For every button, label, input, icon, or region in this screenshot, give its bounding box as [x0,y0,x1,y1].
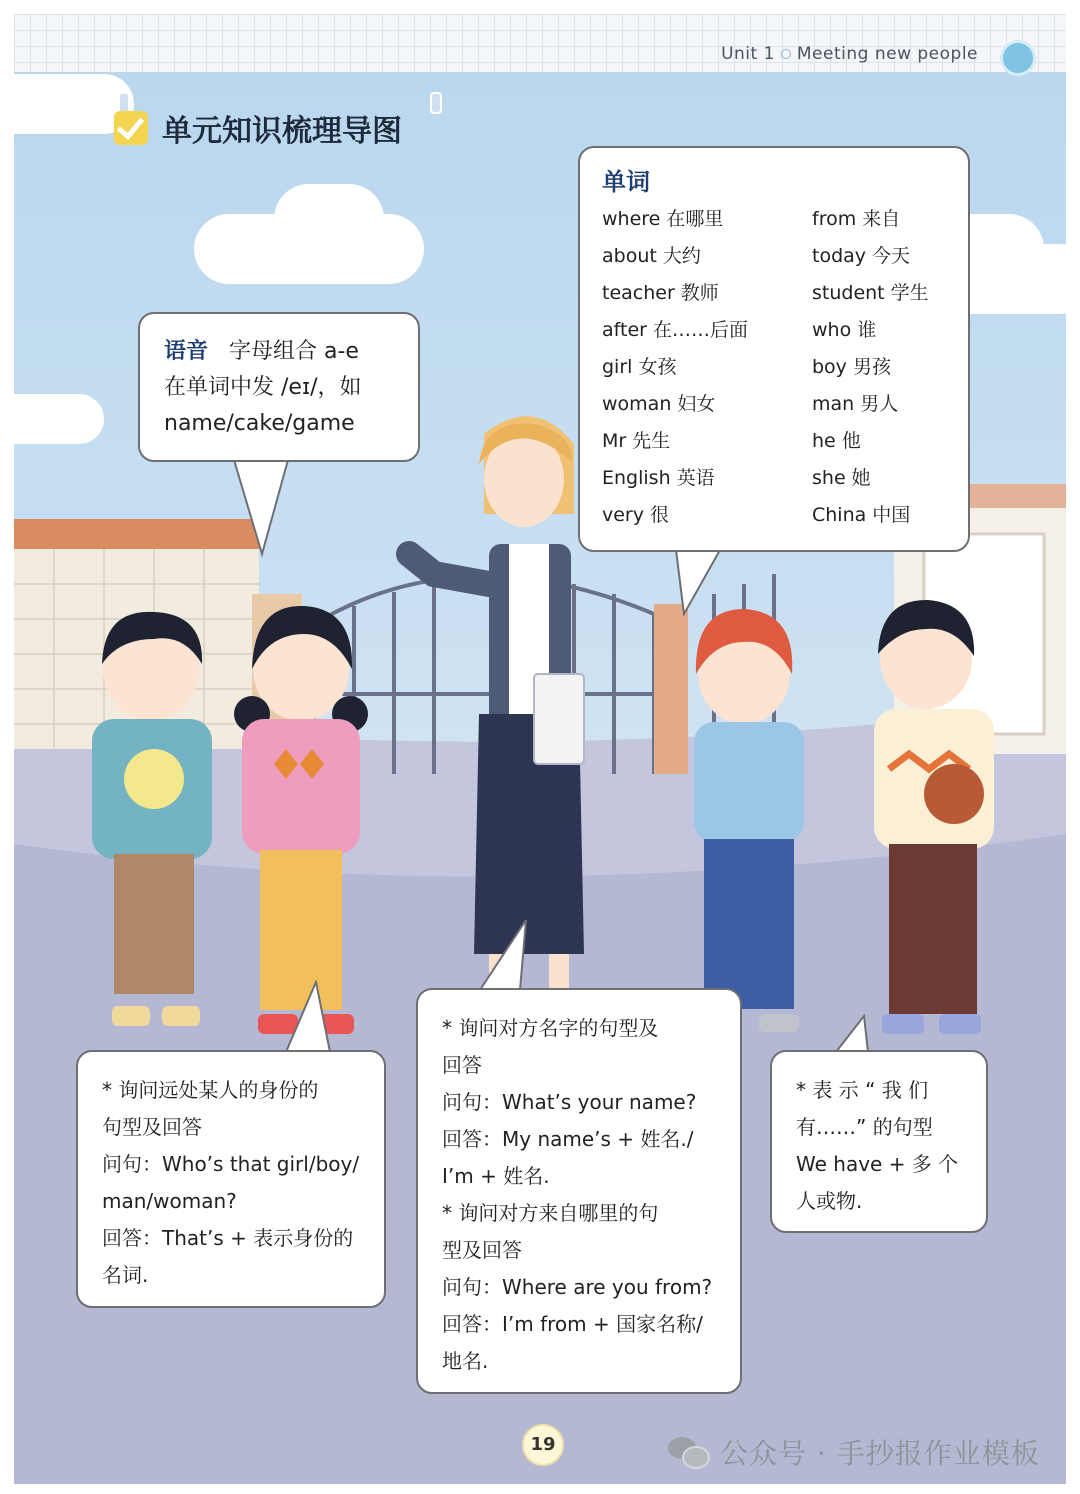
unit-label: Unit 1 [721,44,775,64]
bubble-tail [834,1014,874,1054]
wechat-icon [668,1437,708,1467]
bubble-line: I’m + 姓名. [442,1164,550,1188]
phonics-rule: 字母组合 a-e [229,339,359,364]
vocab-item: from 来自 [812,208,901,230]
bubble-line: 有……” 的句型 [796,1115,933,1139]
vocab-item: today 今天 [812,245,911,267]
vocab-item: boy 男孩 [812,356,891,378]
bubble-line: 回答 [442,1053,482,1077]
vocab-item: Mr 先生 [602,430,671,452]
vocab-item: woman 妇女 [602,393,716,415]
bubble-line: * 表 示 “ 我 们 [796,1078,929,1102]
vocab-item: student 学生 [812,282,929,304]
vocab-item: English 英语 [602,467,715,489]
bubble-line: * 询问对方名字的句型及 [442,1016,659,1040]
bubble-line: man/woman? [102,1189,237,1213]
vocab-item: where 在哪里 [602,208,724,230]
phonics-bubble [138,312,420,462]
we-have-bubble [770,1050,988,1233]
phonics-label: 语音 [164,339,209,364]
bubble-line: 问句：Who’s that girl/boy/ [102,1152,360,1176]
vocab-item: about 大约 [602,245,701,267]
bubble-line: We have + 多 个 [796,1152,959,1176]
phonics-line-3: name/cake/game [164,411,355,436]
bubble-line: 名词. [102,1263,149,1287]
bubble-line: 地名. [442,1349,489,1373]
bubble-line: 型及回答 [442,1238,522,1262]
bubble-tail [284,980,334,1054]
bubble-tail [232,458,292,558]
vocab-item: who 谁 [812,319,877,341]
vocab-item: after 在……后面 [602,319,748,341]
bubble-tail [674,548,724,618]
vocab-item: China 中国 [812,504,911,526]
vocab-item: she 她 [812,467,871,489]
page-title: 单元知识梳理导图 [162,114,402,149]
phonics-line-2: 在单词中发 /eɪ/，如 [164,375,362,400]
bubble-tail [478,918,534,992]
identity-question-bubble [76,1050,386,1308]
name-and-origin-bubble [416,988,742,1394]
vocabulary-bubble [578,146,970,552]
bubble-line: * 询问对方来自哪里的句 [442,1201,659,1225]
vocabulary-title: 单词 [602,168,650,196]
watermark-text: 公众号 · 手抄报作业模板 [720,1437,1040,1470]
vocab-item: man 男人 [812,393,899,415]
vocab-item: teacher 教师 [602,282,719,304]
vocab-item: girl 女孩 [602,356,677,378]
textbook-page [14,14,1066,1484]
bubble-line: 句型及回答 [102,1115,202,1139]
bubble-line: 问句：Where are you from? [442,1275,713,1299]
bubble-line: 回答：My name’s + 姓名./ [442,1127,694,1151]
page-number: 19 [522,1424,564,1466]
vocabulary-list [602,201,946,534]
bubble-line: 问句：What’s your name? [442,1090,697,1114]
bubble-line: 回答：I’m from + 国家名称/ [442,1312,703,1336]
bubble-line: 回答：That’s + 表示身份的 [102,1226,354,1250]
unit-topic: Meeting new people [796,44,978,64]
vocab-item: very 很 [602,504,670,526]
phonics-line-1 [164,334,394,370]
watermark [668,1432,1040,1472]
bubble-line: 人或物. [796,1189,863,1213]
bubble-line: * 询问远处某人的身份的 [102,1078,319,1102]
vocab-item: he 他 [812,430,861,452]
